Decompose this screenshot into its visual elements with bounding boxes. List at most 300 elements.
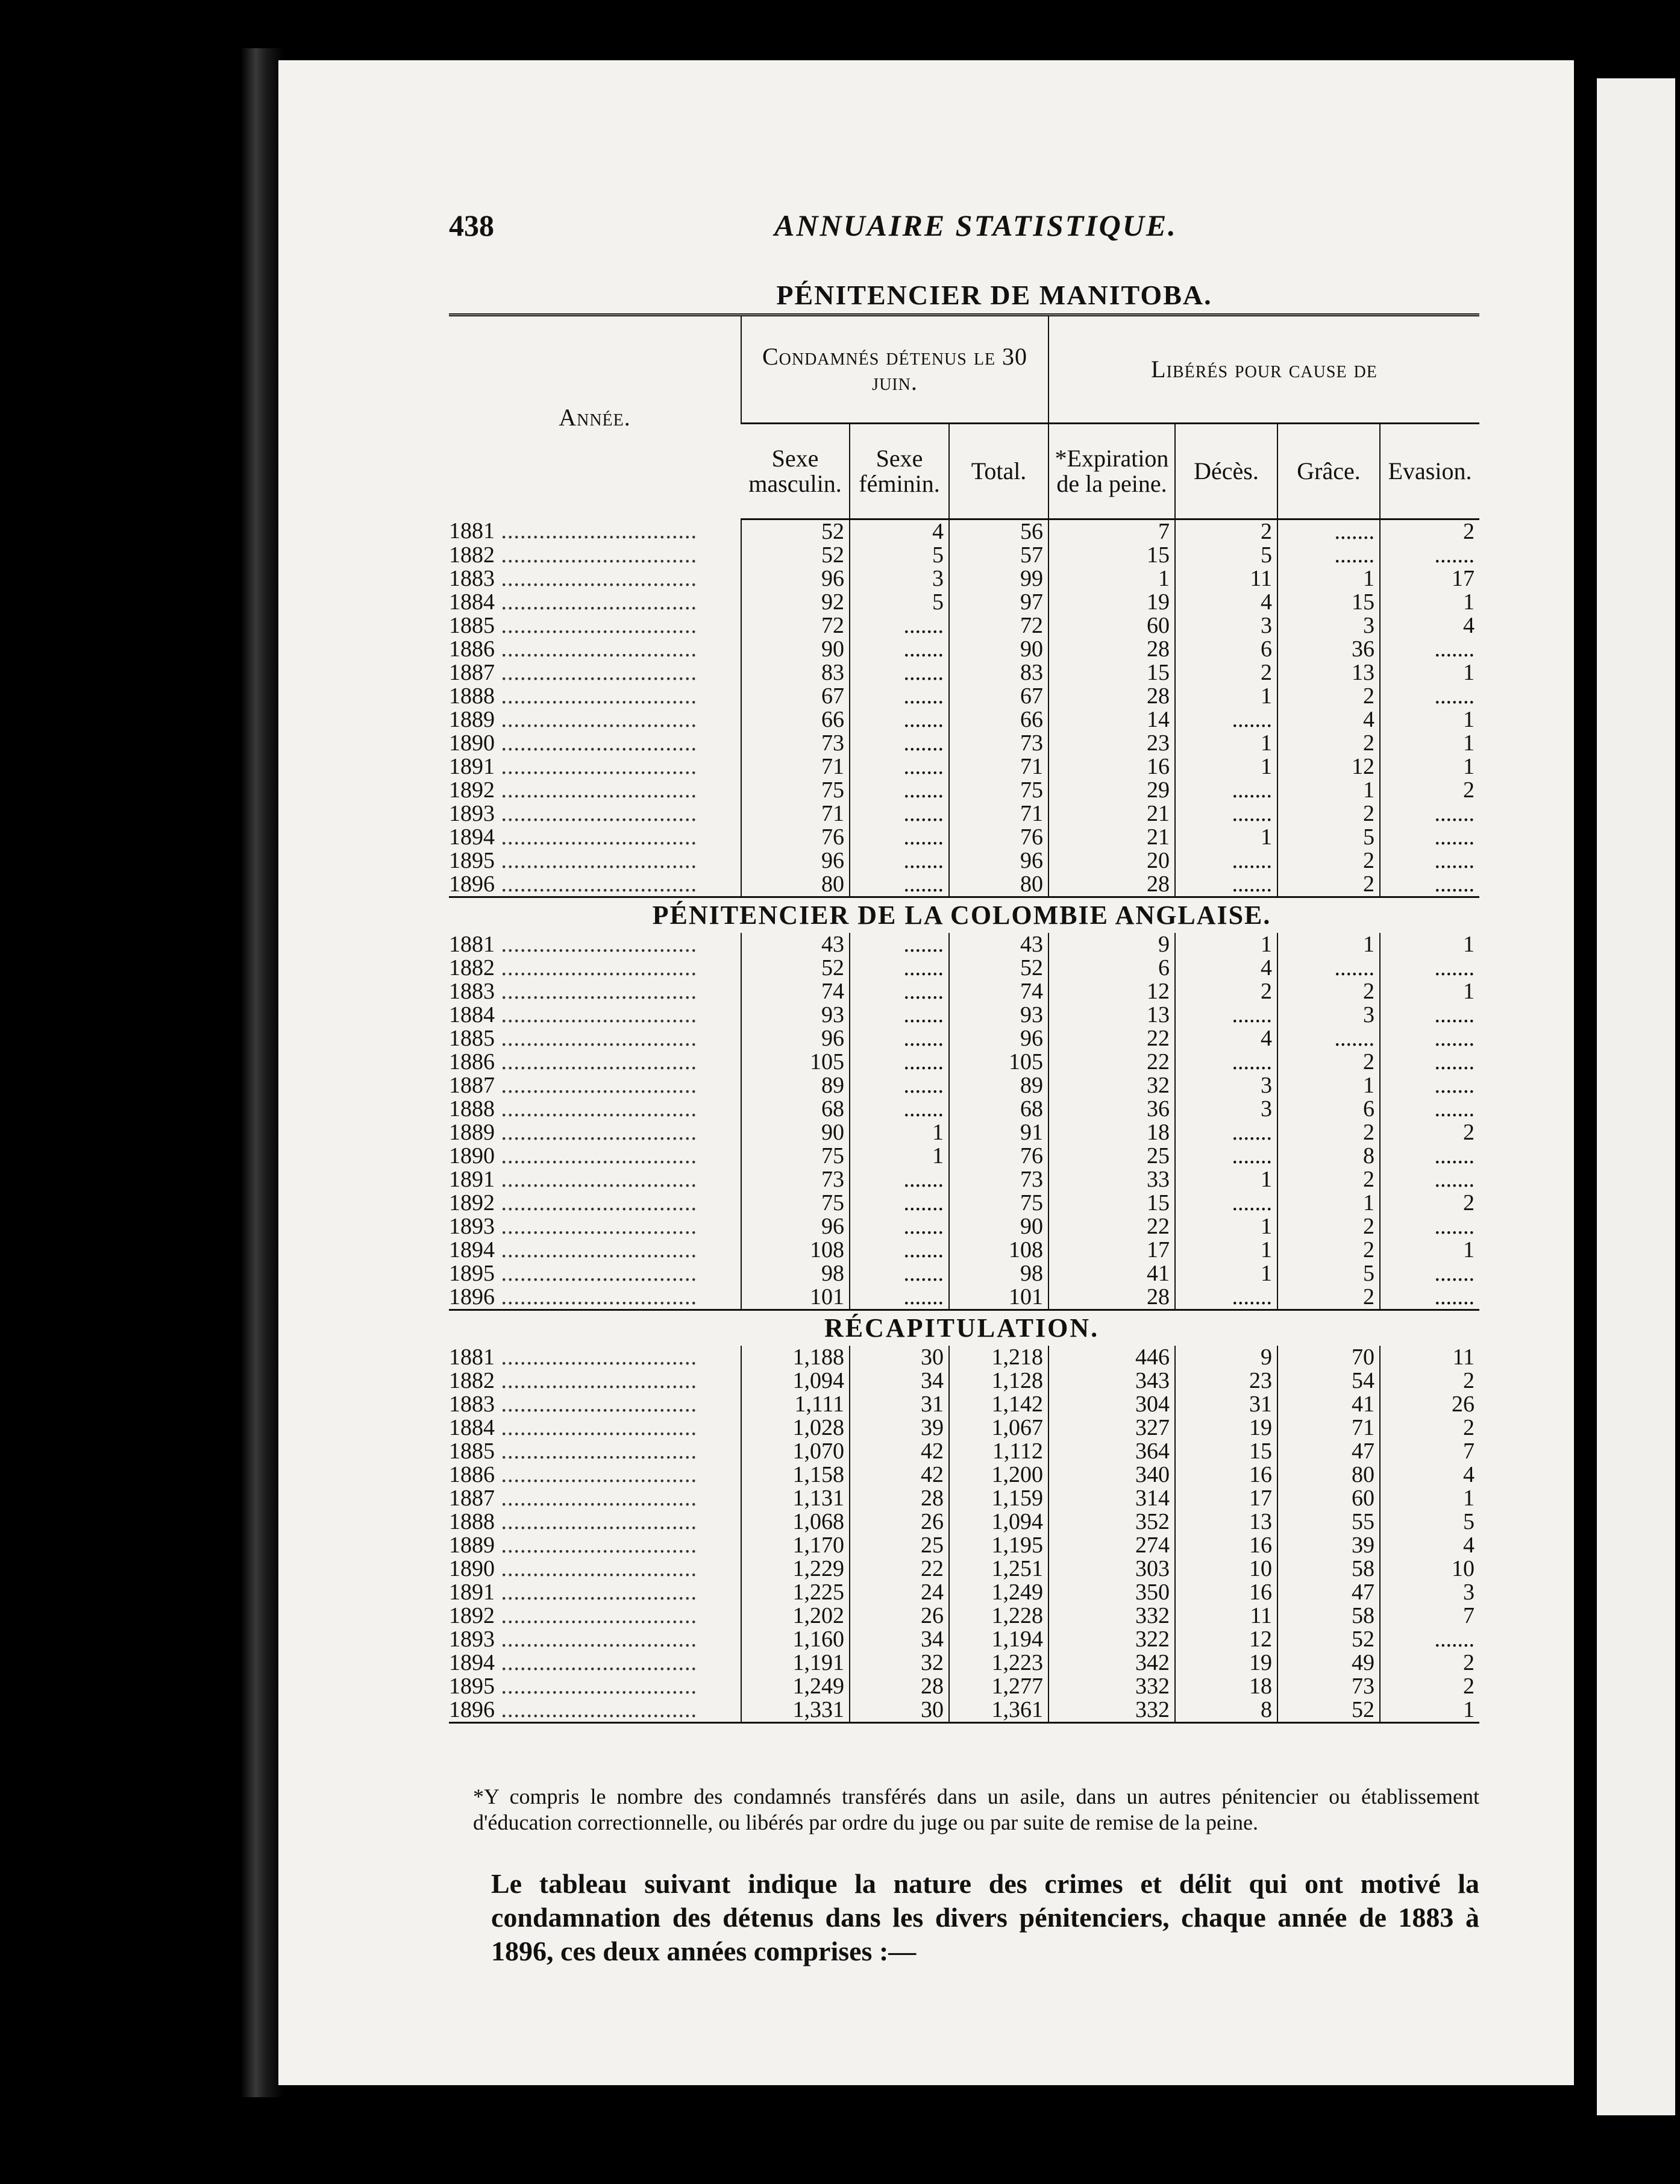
leader-dots: ...............................	[495, 730, 697, 756]
cell-grace: 1	[1277, 567, 1380, 591]
cell-total: 68	[949, 1097, 1048, 1121]
cell-grace: 8	[1277, 1144, 1380, 1168]
cell-grace: 58	[1277, 1557, 1380, 1581]
cell-expiration: 6	[1048, 956, 1175, 980]
table-row	[449, 661, 1479, 685]
cell-expiration: 23	[1048, 732, 1175, 755]
cell-grace: 15	[1277, 591, 1380, 614]
cell-female	[850, 779, 949, 802]
cell-total: 73	[949, 732, 1048, 755]
cell-male: 1,202	[741, 1604, 850, 1628]
leader-dots: ...............................	[495, 660, 697, 685]
cell-deces	[1175, 1285, 1277, 1310]
table-row	[449, 1144, 1479, 1168]
cell-female	[850, 1262, 949, 1285]
cell-year: 1890 ...............................	[449, 730, 697, 756]
cell-female: 1	[850, 1144, 949, 1168]
cell-expiration: 322	[1048, 1628, 1175, 1651]
table-row	[449, 1393, 1479, 1416]
table-row	[449, 1346, 1479, 1369]
cell-male: 98	[741, 1262, 850, 1285]
cell-expiration: 14	[1048, 708, 1175, 732]
cell-grace: 3	[1277, 614, 1380, 638]
empty-leader-dots: .......	[1434, 1261, 1475, 1286]
leader-dots: ...............................	[495, 1073, 697, 1098]
empty-leader-dots: .......	[1434, 542, 1475, 568]
leader-dots: ...............................	[495, 1002, 697, 1028]
cell-female	[850, 980, 949, 1003]
table-row	[449, 1003, 1479, 1027]
cell-expiration: 22	[1048, 1215, 1175, 1238]
cell-deces: 16	[1175, 1534, 1277, 1557]
leader-dots: ...............................	[495, 1627, 697, 1652]
cell-grace: 2	[1277, 732, 1380, 755]
cell-grace: 2	[1277, 802, 1380, 826]
cell-female	[850, 638, 949, 661]
cell-male: 101	[741, 1285, 850, 1310]
cell-grace: 52	[1277, 1628, 1380, 1651]
empty-leader-dots: .......	[903, 1073, 944, 1098]
leader-dots: ...............................	[495, 979, 697, 1004]
empty-leader-dots: .......	[1434, 1096, 1475, 1122]
table-row	[449, 956, 1479, 980]
empty-leader-dots: .......	[1434, 1073, 1475, 1098]
table-row	[449, 1675, 1479, 1698]
cell-male: 75	[741, 1144, 850, 1168]
section-header-colombie	[449, 897, 1479, 934]
table-row	[449, 732, 1479, 755]
leader-dots: ...............................	[495, 1261, 697, 1286]
cell-male: 1,131	[741, 1487, 850, 1510]
empty-leader-dots: .......	[1232, 848, 1273, 873]
empty-leader-dots: .......	[1232, 1190, 1273, 1216]
empty-leader-dots: .......	[1232, 1143, 1273, 1169]
section-body-manitoba	[449, 519, 1479, 897]
table-row	[449, 1604, 1479, 1628]
cell-year: 1883 ...............................	[449, 979, 697, 1004]
cell-expiration: 32	[1048, 1074, 1175, 1097]
cell-evasion	[1380, 1050, 1479, 1074]
cell-total: 1,228	[949, 1604, 1048, 1628]
cell-expiration: 28	[1048, 685, 1175, 708]
leader-dots: ...............................	[495, 1167, 697, 1192]
empty-leader-dots: .......	[903, 636, 944, 662]
cell-total: 1,249	[949, 1581, 1048, 1604]
cell-grace: 36	[1277, 638, 1380, 661]
leader-dots: ...............................	[495, 1650, 697, 1675]
cell-total: 57	[949, 544, 1048, 567]
cell-evasion: 2	[1380, 1121, 1479, 1144]
leader-dots: ...............................	[495, 1368, 697, 1393]
cell-deces: 1	[1175, 1215, 1277, 1238]
cell-evasion: 10	[1380, 1557, 1479, 1581]
cell-total: 1,112	[949, 1440, 1048, 1463]
table-row	[449, 779, 1479, 802]
leader-dots: ...............................	[495, 1190, 697, 1216]
cell-deces: 1	[1175, 1238, 1277, 1262]
column-group-condamnes: Condamnés détenus le 30 juin.	[741, 315, 1048, 424]
table-row	[449, 980, 1479, 1003]
cell-year: 1882 ...............................	[449, 542, 697, 568]
closing-paragraph	[449, 1867, 1479, 1968]
table-row	[449, 567, 1479, 591]
cell-female	[850, 614, 949, 638]
cell-evasion	[1380, 826, 1479, 849]
leader-dots: ...............................	[495, 1284, 697, 1310]
column-group-liberes: Libérés pour cause de	[1048, 315, 1479, 424]
table-row	[449, 638, 1479, 661]
empty-leader-dots: .......	[1232, 1284, 1273, 1310]
cell-deces: 19	[1175, 1416, 1277, 1440]
empty-leader-dots: .......	[903, 683, 944, 709]
cell-evasion	[1380, 638, 1479, 661]
cell-year: 1882 ...............................	[449, 955, 697, 981]
cell-total: 52	[949, 956, 1048, 980]
cell-expiration: 13	[1048, 1003, 1175, 1027]
table-row	[449, 1651, 1479, 1675]
cell-year: 1888 ...............................	[449, 1096, 697, 1122]
leader-dots: ...............................	[495, 1049, 697, 1075]
cell-grace	[1277, 956, 1380, 980]
leader-dots: ...............................	[495, 1533, 697, 1558]
cell-expiration: 19	[1048, 591, 1175, 614]
page-header	[449, 208, 1491, 256]
cell-evasion	[1380, 685, 1479, 708]
cell-male: 90	[741, 1121, 850, 1144]
cell-grace: 80	[1277, 1463, 1380, 1487]
cell-male: 76	[741, 826, 850, 849]
cell-expiration: 25	[1048, 1144, 1175, 1168]
cell-expiration: 327	[1048, 1416, 1175, 1440]
empty-leader-dots: .......	[1434, 1627, 1475, 1652]
empty-leader-dots: .......	[903, 1026, 944, 1051]
cell-year: 1895 ...............................	[449, 848, 697, 873]
cell-grace: 2	[1277, 849, 1380, 873]
penitentiary-statistics-table	[449, 313, 1479, 1724]
cell-deces: 1	[1175, 732, 1277, 755]
cell-year: 1888 ...............................	[449, 683, 697, 709]
cell-grace: 41	[1277, 1393, 1380, 1416]
table-row	[449, 1510, 1479, 1534]
leader-dots: ...............................	[495, 542, 697, 568]
cell-male: 83	[741, 661, 850, 685]
statistics-table-container	[449, 277, 1479, 1724]
empty-leader-dots: .......	[1232, 871, 1273, 897]
cell-total: 1,218	[949, 1346, 1048, 1369]
cell-male: 92	[741, 591, 850, 614]
section-body-colombie	[449, 933, 1479, 1310]
cell-evasion: 2	[1380, 1675, 1479, 1698]
cell-female	[850, 1215, 949, 1238]
cell-female: 30	[850, 1698, 949, 1723]
cell-evasion	[1380, 1097, 1479, 1121]
cell-year: 1891 ...............................	[449, 1167, 697, 1192]
cell-expiration: 343	[1048, 1369, 1175, 1393]
cell-male: 1,160	[741, 1628, 850, 1651]
cell-total: 76	[949, 826, 1048, 849]
table-row	[449, 826, 1479, 849]
cell-female: 34	[850, 1628, 949, 1651]
empty-leader-dots: .......	[903, 707, 944, 732]
empty-leader-dots: .......	[1232, 707, 1273, 732]
cell-total: 93	[949, 1003, 1048, 1027]
cell-evasion	[1380, 1215, 1479, 1238]
cell-total: 96	[949, 1027, 1048, 1050]
cell-evasion	[1380, 544, 1479, 567]
cell-female: 42	[850, 1463, 949, 1487]
cell-expiration: 17	[1048, 1238, 1175, 1262]
cell-male: 52	[741, 519, 850, 544]
empty-leader-dots: .......	[903, 1214, 944, 1239]
cell-female: 28	[850, 1487, 949, 1510]
cell-total: 96	[949, 849, 1048, 873]
cell-deces: 3	[1175, 1097, 1277, 1121]
cell-female	[850, 755, 949, 779]
cell-female	[850, 1097, 949, 1121]
cell-grace: 49	[1277, 1651, 1380, 1675]
cell-expiration: 36	[1048, 1097, 1175, 1121]
cell-grace: 4	[1277, 708, 1380, 732]
cell-deces: 17	[1175, 1487, 1277, 1510]
cell-female: 42	[850, 1440, 949, 1463]
cell-female: 4	[850, 519, 949, 544]
cell-evasion	[1380, 956, 1479, 980]
cell-male: 96	[741, 1215, 850, 1238]
cell-year: 1896 ...............................	[449, 873, 741, 897]
cell-year: 1893 ...............................	[449, 1214, 697, 1239]
cell-expiration: 21	[1048, 826, 1175, 849]
empty-leader-dots: .......	[903, 801, 944, 826]
cell-year: 1893 ...............................	[449, 801, 697, 826]
cell-grace: 55	[1277, 1510, 1380, 1534]
cell-expiration: 274	[1048, 1534, 1175, 1557]
book-spine	[241, 48, 283, 2097]
empty-leader-dots: .......	[903, 730, 944, 756]
cell-deces	[1175, 1050, 1277, 1074]
cell-total: 90	[949, 1215, 1048, 1238]
empty-leader-dots: .......	[1334, 955, 1375, 981]
cell-total: 1,361	[949, 1698, 1048, 1723]
cell-expiration: 21	[1048, 802, 1175, 826]
cell-grace: 73	[1277, 1675, 1380, 1698]
cell-grace: 2	[1277, 1050, 1380, 1074]
cell-male: 1,111	[741, 1393, 850, 1416]
cell-deces: 3	[1175, 1074, 1277, 1097]
cell-grace: 2	[1277, 873, 1380, 897]
cell-male: 43	[741, 933, 850, 956]
cell-total: 108	[949, 1238, 1048, 1262]
column-header-male: Sexe masculin.	[741, 424, 850, 519]
cell-deces: 12	[1175, 1628, 1277, 1651]
leader-dots: ...............................	[495, 1486, 697, 1511]
empty-leader-dots: .......	[903, 754, 944, 779]
cell-expiration: 41	[1048, 1262, 1175, 1285]
cell-male: 1,158	[741, 1463, 850, 1487]
cell-evasion	[1380, 1285, 1479, 1310]
cell-total: 74	[949, 980, 1048, 1003]
table-row	[449, 873, 1479, 897]
table-row	[449, 1191, 1479, 1215]
column-header-evasion: Evasion.	[1380, 424, 1479, 519]
table-row	[449, 755, 1479, 779]
cell-male: 75	[741, 1191, 850, 1215]
cell-male: 72	[741, 614, 850, 638]
page-gutter	[1574, 78, 1597, 2115]
cell-year: 1896 ...............................	[449, 1698, 741, 1723]
cell-expiration: 15	[1048, 661, 1175, 685]
cell-deces: 4	[1175, 956, 1277, 980]
cell-evasion: 4	[1380, 1534, 1479, 1557]
cell-total: 76	[949, 1144, 1048, 1168]
cell-evasion	[1380, 1168, 1479, 1191]
cell-expiration: 332	[1048, 1675, 1175, 1698]
cell-male: 73	[741, 732, 850, 755]
cell-evasion: 1	[1380, 661, 1479, 685]
leader-dots: ...............................	[495, 932, 697, 957]
empty-leader-dots: .......	[903, 1237, 944, 1263]
cell-male: 1,094	[741, 1369, 850, 1393]
cell-evasion: 1	[1380, 1238, 1479, 1262]
footnote-text: *Y compris le nombre des condamnés transférés dans un asile, dans un autres pénitencier ou établissement d'éducation correctionnelle, ou libérés par ordre du juge ou par suite de remise de la peine.	[473, 1784, 1479, 1834]
cell-total: 98	[949, 1262, 1048, 1285]
leader-dots: ...............................	[495, 613, 697, 638]
table-row	[449, 1581, 1479, 1604]
cell-total: 1,159	[949, 1487, 1048, 1510]
cell-expiration: 9	[1048, 933, 1175, 956]
empty-leader-dots: .......	[1434, 1214, 1475, 1239]
cell-total: 1,194	[949, 1628, 1048, 1651]
cell-evasion	[1380, 1262, 1479, 1285]
table-row	[449, 1285, 1479, 1310]
table-header	[449, 315, 1479, 519]
table-row	[449, 1097, 1479, 1121]
empty-leader-dots: .......	[1434, 1002, 1475, 1028]
cell-grace: 2	[1277, 1285, 1380, 1310]
cell-male: 73	[741, 1168, 850, 1191]
cell-year: 1887 ...............................	[449, 660, 697, 685]
cell-female	[850, 1191, 949, 1215]
empty-leader-dots: .......	[1434, 1049, 1475, 1075]
cell-grace: 70	[1277, 1346, 1380, 1369]
cell-male: 1,170	[741, 1534, 850, 1557]
cell-female	[850, 1285, 949, 1310]
leader-dots: ...............................	[495, 1096, 697, 1122]
column-header-expiration: *Expiration de la peine.	[1048, 424, 1175, 519]
cell-deces: 31	[1175, 1393, 1277, 1416]
cell-evasion: 7	[1380, 1604, 1479, 1628]
cell-year: 1892 ...............................	[449, 1190, 697, 1216]
cell-expiration: 33	[1048, 1168, 1175, 1191]
cell-expiration: 340	[1048, 1463, 1175, 1487]
cell-year: 1896 ...............................	[449, 1285, 741, 1310]
cell-total: 73	[949, 1168, 1048, 1191]
leader-dots: ...............................	[495, 566, 697, 591]
cell-female	[850, 708, 949, 732]
cell-deces: 2	[1175, 980, 1277, 1003]
leader-dots: ...............................	[495, 1603, 697, 1628]
cell-year: 1881 ...............................	[449, 518, 697, 544]
cell-male: 52	[741, 956, 850, 980]
cell-evasion: 1	[1380, 591, 1479, 614]
cell-total: 1,142	[949, 1393, 1048, 1416]
cell-deces: 1	[1175, 933, 1277, 956]
cell-evasion: 1	[1380, 755, 1479, 779]
empty-leader-dots: .......	[903, 1261, 944, 1286]
cell-female: 30	[850, 1346, 949, 1369]
cell-female	[850, 1003, 949, 1027]
cell-evasion: 17	[1380, 567, 1479, 591]
empty-leader-dots: .......	[903, 955, 944, 981]
cell-female	[850, 933, 949, 956]
empty-leader-dots: .......	[903, 932, 944, 957]
cell-male: 74	[741, 980, 850, 1003]
leader-dots: ...............................	[495, 1120, 697, 1145]
empty-leader-dots: .......	[903, 979, 944, 1004]
cell-evasion: 1	[1380, 1487, 1479, 1510]
cell-grace: 13	[1277, 661, 1380, 685]
cell-deces	[1175, 1144, 1277, 1168]
cell-female: 34	[850, 1369, 949, 1393]
cell-year: 1889 ...............................	[449, 707, 697, 732]
cell-evasion: 11	[1380, 1346, 1479, 1369]
cell-male: 1,070	[741, 1440, 850, 1463]
cell-year: 1894 ...............................	[449, 824, 697, 850]
table-row	[449, 1463, 1479, 1487]
empty-leader-dots: .......	[1434, 636, 1475, 662]
leader-dots: ...............................	[495, 1392, 697, 1417]
cell-female	[850, 849, 949, 873]
empty-leader-dots: .......	[903, 871, 944, 897]
cell-deces: 5	[1175, 544, 1277, 567]
cell-grace: 3	[1277, 1003, 1380, 1027]
table-row	[449, 1534, 1479, 1557]
cell-male: 1,191	[741, 1651, 850, 1675]
cell-male: 108	[741, 1238, 850, 1262]
table-row	[449, 1698, 1479, 1723]
empty-leader-dots: .......	[1232, 777, 1273, 803]
leader-dots: ...............................	[495, 518, 697, 544]
leader-dots: ...............................	[495, 777, 697, 803]
leader-dots: ...............................	[495, 1439, 697, 1464]
cell-year: 1890 ...............................	[449, 1556, 697, 1581]
page-number: 438	[449, 209, 494, 242]
cell-total: 97	[949, 591, 1048, 614]
leader-dots: ...............................	[495, 636, 697, 662]
cell-year: 1888 ...............................	[449, 1509, 697, 1534]
empty-leader-dots: .......	[1434, 1167, 1475, 1192]
cell-year: 1892 ...............................	[449, 777, 697, 803]
cell-total: 99	[949, 567, 1048, 591]
cell-male: 67	[741, 685, 850, 708]
cell-grace: 2	[1277, 1215, 1380, 1238]
table-row	[449, 1215, 1479, 1238]
leader-dots: ...............................	[495, 754, 697, 779]
cell-male: 96	[741, 567, 850, 591]
cell-female: 32	[850, 1651, 949, 1675]
cell-male: 1,225	[741, 1581, 850, 1604]
cell-total: 105	[949, 1050, 1048, 1074]
empty-leader-dots: .......	[903, 1096, 944, 1122]
cell-grace: 2	[1277, 1168, 1380, 1191]
cell-total: 1,200	[949, 1463, 1048, 1487]
cell-grace: 71	[1277, 1416, 1380, 1440]
cell-deces	[1175, 1191, 1277, 1215]
cell-female	[850, 956, 949, 980]
cell-deces: 16	[1175, 1463, 1277, 1487]
cell-expiration: 350	[1048, 1581, 1175, 1604]
cell-male: 1,068	[741, 1510, 850, 1534]
cell-grace: 60	[1277, 1487, 1380, 1510]
